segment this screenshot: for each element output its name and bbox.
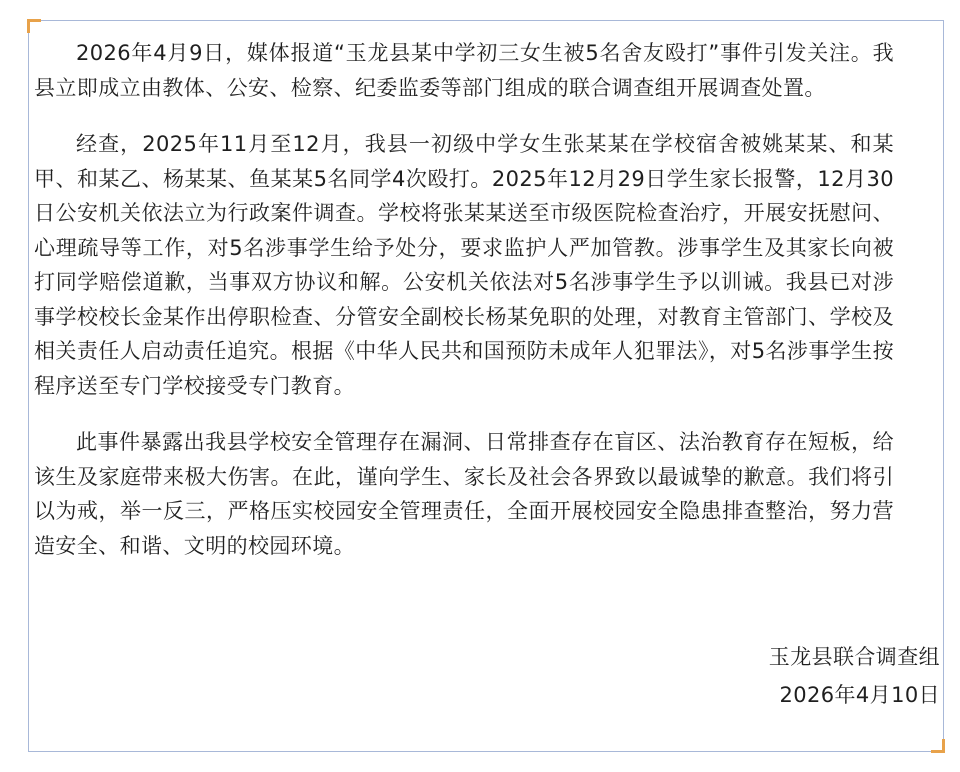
paragraph-incident-report: 2026年4月9日，媒体报道“玉龙县某中学初三女生被5名舍友殴打”事件引发关注。我县立即成立由教体、公安、检察、纪委监委等部门组成的联合调查组开展调查处置。 [34, 41, 894, 100]
paragraph-investigation-findings: 经查，2025年11月至12月，我县一初级中学女生张某某在学校宿舍被姚某某、和某甲、和某乙、杨某某、鱼某某5名同学4次殴打。2025年12月29日学生家长报警，12月30日公安机关依法立为行政案件调查。学校将张某某送至市级医院检查治疗，开展安抚慰问、心理疏导等工作，对5名涉事学生给予处分，要求监护人严加管教。涉事学生及其家长向被打同学赔偿道歉，当事双方协议和解。公安机关依法对5名涉事学生予以训诫。我县已对涉事学校校长金某作出停职检查、分管安全副校长杨某免职的处理，对教育主管部门、学校及相关责任人启动责任追究。根据《中华人民共和国预防未成年人犯罪法》，对5名涉事学生按程序送至专门学校接受专门教育。 [34, 132, 894, 398]
paragraph-apology: 此事件暴露出我县学校安全管理存在漏洞、日常排查存在盲区、法治教育存在短板，给该生及家庭带来极大伤害。在此，谨向学生、家长及社会各界致以最诚挚的歉意。我们将引以为戒，举一反三，严格压实校园安全管理责任，全面开展校园安全隐患排查整治，努力营造安全、和谐、文明的校园环境。 [34, 430, 894, 558]
corner-accent-top-left [27, 19, 41, 33]
signature-block [769, 640, 940, 716]
issue-date: 2026年4月10日 [779, 683, 940, 707]
notice-body [34, 36, 894, 585]
issuer-name: 玉龙县联合调查组 [768, 645, 940, 669]
corner-accent-bottom-right [931, 739, 945, 753]
